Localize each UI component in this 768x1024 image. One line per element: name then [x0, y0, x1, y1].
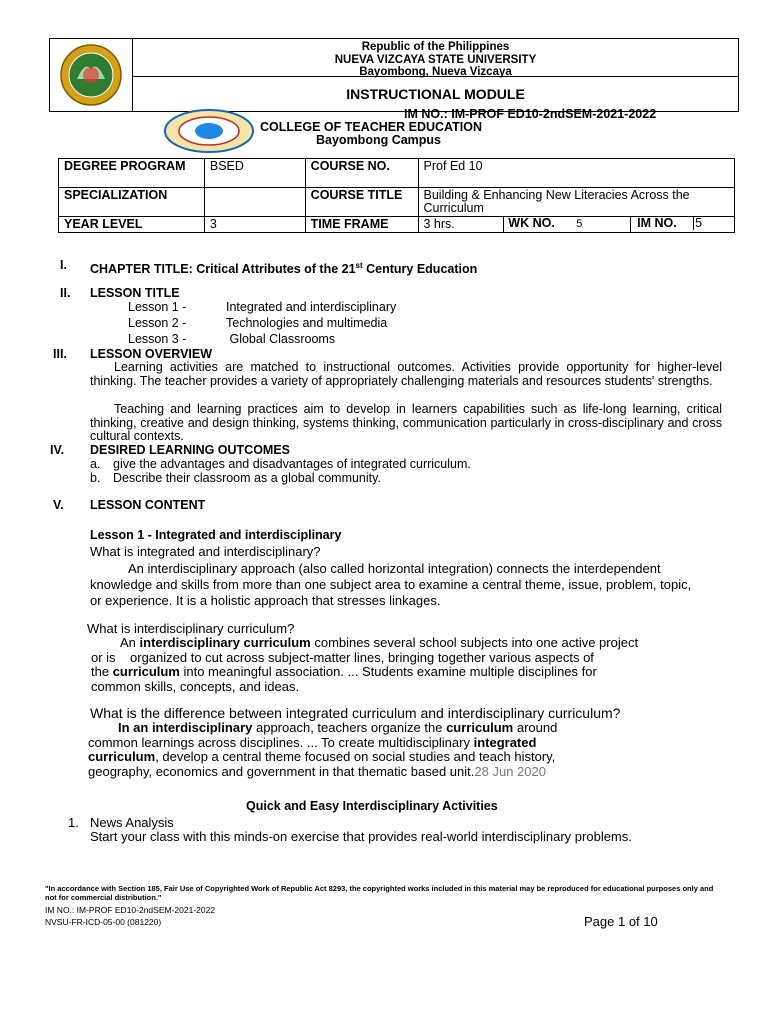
lesson-2-number: Lesson 2 -: [128, 316, 187, 330]
outcome-a-mark: a.: [90, 457, 101, 471]
week-cell: [504, 217, 631, 233]
question-2: What is interdisciplinary curriculum?: [87, 621, 295, 636]
lesson-title-label: LESSON TITLE: [90, 286, 180, 300]
section-iii-number: III.: [53, 347, 67, 361]
answer-2-line-3-post: into meaningful association. ... Students examine multiple disciplines for: [179, 664, 597, 679]
answer-2-line-1-post: combines several school subjects into one active project: [310, 635, 639, 650]
im-number-header: IM NO.: IM-PROF ED10-2ndSEM-2021-2022: [404, 107, 657, 121]
college-name: COLLEGE OF TEACHER EDUCATION: [260, 120, 482, 134]
answer-2-term: interdisciplinary curriculum: [139, 635, 311, 650]
section-v-number: V.: [53, 498, 64, 512]
answer-2-line-2: or is organized to cut across subject-matter lines, bringing together various aspects of: [91, 649, 594, 665]
course-info-table: [58, 158, 735, 233]
overview-paragraph-2: Teaching and learning practices aim to develop in learners capabilities such as life-long learning, critical thinking, creative and design thinking, systems thinking, communication particularly in cross-disciplinary and cross cultural contexts.: [90, 402, 722, 443]
answer-3-term: In an interdisciplinary: [118, 720, 253, 735]
answer-3-line-1-post: around: [513, 720, 558, 735]
lesson-1-number: Lesson 1 -: [128, 300, 187, 314]
learning-outcomes-label: DESIRED LEARNING OUTCOMES: [90, 443, 291, 457]
chapter-title-text: CHAPTER TITLE: Critical Attributes of the 21: [90, 262, 356, 277]
year-level-label: YEAR LEVEL: [59, 217, 205, 233]
week-value: 5: [576, 218, 583, 230]
lesson-2-title: Technologies and multimedia: [226, 316, 388, 330]
answer-3-date: 28 Jun 2020: [474, 763, 546, 779]
republic-line: Republic of the Philippines: [361, 41, 510, 53]
specialization-label: SPECIALIZATION: [59, 188, 205, 217]
chapter-title-tail: Century Education: [362, 262, 478, 277]
activity-1-text: Start your class with this minds-on exercise that provides real-world interdisciplinary problems.: [90, 829, 632, 844]
degree-value: BSED: [204, 159, 305, 188]
lesson-3-title: Global Classrooms: [226, 332, 336, 346]
module-title: INSTRUCTIONAL MODULE: [346, 86, 525, 102]
time-frame-label: TIME FRAME: [305, 217, 418, 233]
lesson-1-heading: Lesson 1 - Integrated and interdisciplinary: [90, 528, 342, 542]
university-seal-icon: [50, 39, 132, 111]
activities-heading: Quick and Easy Interdisciplinary Activities: [246, 799, 498, 813]
question-3: What is the difference between integrated curriculum and interdisciplinary curriculum?: [90, 705, 621, 721]
outcome-b-mark: b.: [90, 471, 101, 485]
university-name: NUEVA VIZCAYA STATE UNIVERSITY: [334, 53, 537, 66]
activity-1-title: News Analysis: [90, 815, 174, 830]
outcome-a-text: give the advantages and disadvantages of integrated curriculum.: [113, 457, 471, 471]
question-1: What is integrated and interdisciplinary?: [90, 544, 321, 559]
form-code: NVSU-FR-ICD-05-00 (081220): [45, 917, 162, 927]
outcome-b-text: Describe their classroom as a global community.: [113, 471, 381, 485]
im-no-value: 5: [695, 216, 703, 230]
footer-im-number: IM NO.: IM-PROF ED10-2ndSEM-2021-2022: [45, 905, 216, 915]
activity-1-number: 1.: [68, 815, 79, 830]
lesson-3-number: Lesson 3 -: [128, 332, 187, 346]
header-box: [49, 38, 739, 112]
copyright-notice: "In accordance with Section 185, Fair Use of Copyrighted Work of Republic Act 8293, the copyrighted works included in this material may be reproduced for educational purposes only and not for commercial distribution.": [45, 884, 714, 902]
university-heading: [133, 39, 738, 77]
answer-2-line-4: common skills, concepts, and ideas.: [91, 678, 300, 694]
lesson-1-title: Integrated and interdisciplinary: [226, 300, 397, 314]
table-row: [59, 217, 735, 233]
lesson-overview-label: LESSON OVERVIEW: [90, 347, 213, 361]
page-number: Page 1 of 10: [584, 914, 658, 929]
course-title-value: Building & Enhancing New Literacies Across the Curriculum: [418, 188, 735, 217]
answer-1: An interdisciplinary approach (also called horizontal integration) connects the interdependent knowledge and skills from more than one subject area to examine a central theme, issue, problem, topic, or experience. It is a holistic approach that stresses linkages.: [90, 561, 692, 608]
chapter-title: [90, 259, 477, 277]
answer-3-line-3-post: , develop a central theme focused on social studies and teach history,: [155, 749, 556, 764]
answer-3: [88, 721, 557, 779]
overview-paragraph-1: Learning activities are matched to instructional outcomes. Activities provide opportunity for higher-level thinking. The teacher provides a variety of appropriately challenging materials and resources students' strengths.: [90, 360, 722, 388]
course-no-value: Prof Ed 10: [418, 159, 735, 188]
course-no-label: COURSE NO.: [305, 159, 418, 188]
university-logo-cell: [50, 39, 133, 111]
answer-2-term-curriculum: curriculum: [112, 664, 180, 679]
section-iv-number: IV.: [50, 443, 65, 457]
time-frame-value: 3 hrs.: [418, 217, 504, 233]
answer-2-line-1-pre: An: [120, 635, 140, 650]
answer-3-term-curriculum: curriculum: [446, 720, 514, 735]
answer-3-line-1-mid: approach, teachers organize the: [252, 720, 447, 735]
answer-2-line-3-pre: the: [91, 664, 113, 679]
answer-3-term-integrated: integrated: [473, 734, 537, 750]
course-title-label: COURSE TITLE: [305, 188, 418, 217]
im-no-cell: [631, 217, 735, 233]
answer-3-line-4: geography, economics and government in that thematic based unit.: [88, 763, 475, 779]
college-logo-icon: [163, 108, 255, 154]
university-address: Bayombong, Nueva Vizcaya: [359, 66, 512, 78]
chapter-title-sup: st: [355, 261, 363, 270]
table-row: [59, 188, 735, 217]
lesson-content-label: LESSON CONTENT: [90, 498, 206, 512]
section-ii-number: II.: [60, 286, 71, 300]
table-row: [59, 159, 735, 188]
answer-3-term-curriculum-2: curriculum: [88, 749, 156, 764]
answer-3-line-2-pre: common learnings across disciplines. ... To create multidisciplinary: [88, 734, 474, 750]
week-label: WK NO.: [508, 216, 555, 230]
degree-label: DEGREE PROGRAM: [59, 159, 205, 188]
specialization-value: [204, 188, 305, 217]
year-level-value: 3: [204, 217, 305, 233]
section-i-number: I.: [60, 258, 67, 272]
answer-2: [91, 636, 638, 694]
campus-name: Bayombong Campus: [316, 133, 442, 147]
im-no-label: IM NO.: [631, 217, 694, 230]
